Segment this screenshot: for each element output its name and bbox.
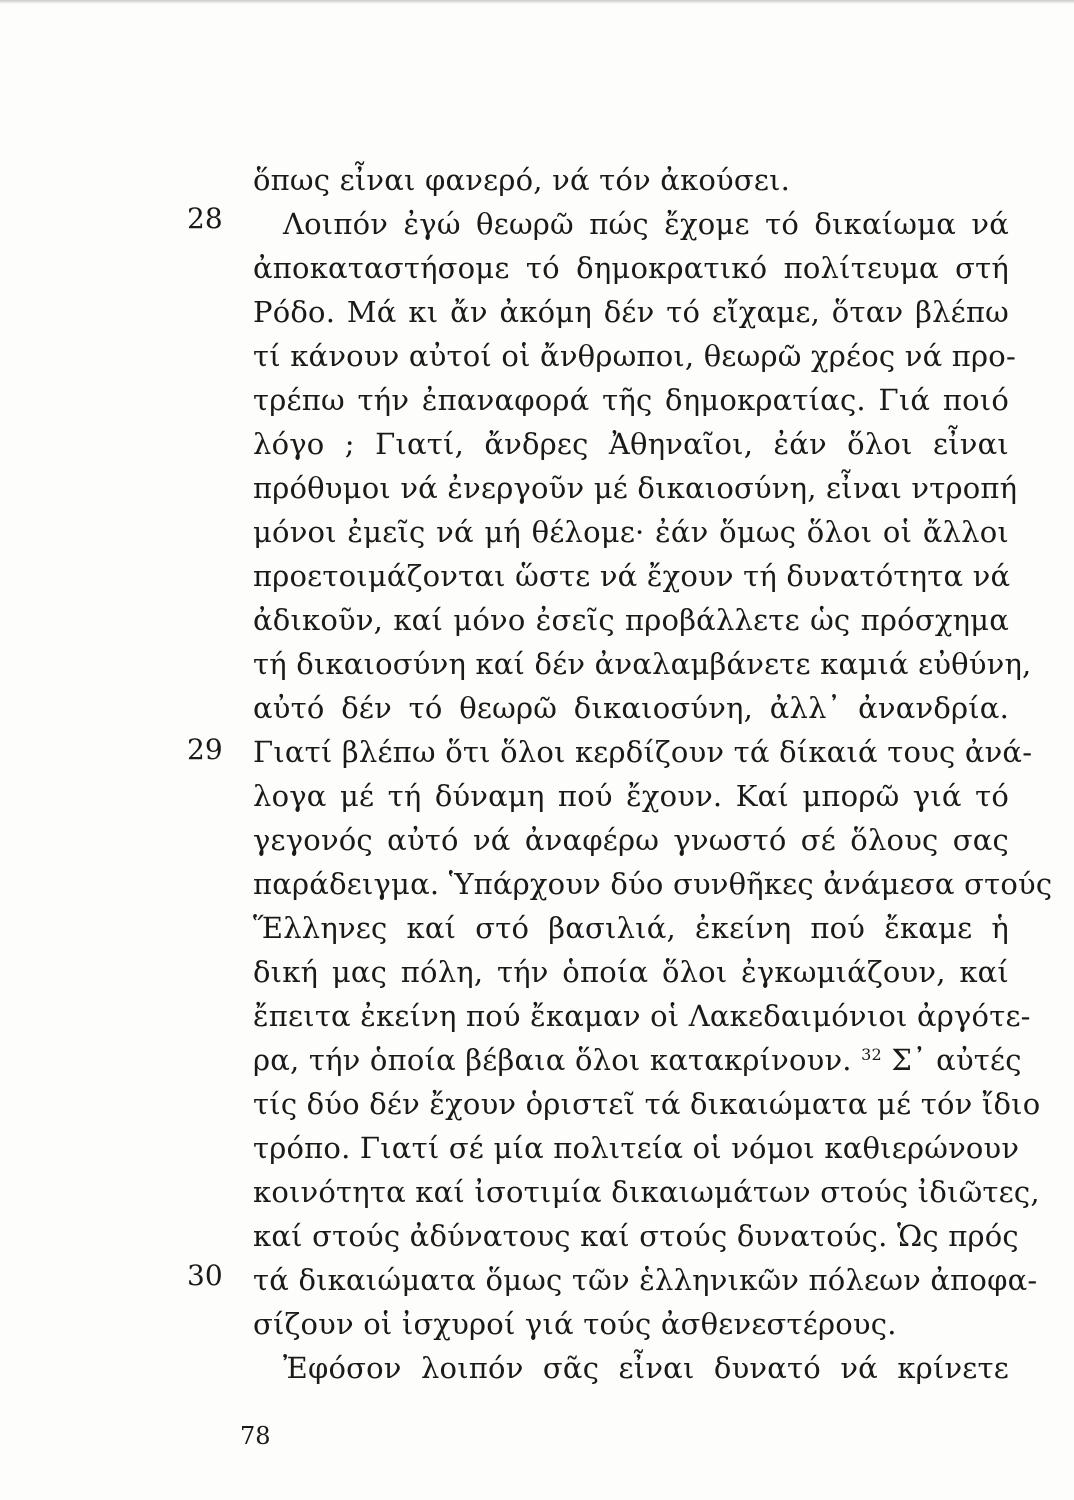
- text-line-13: αὐτό δέν τό θεωρῶ δικαιοσύνη, ἀλλ᾿ ἀνανδρία.: [253, 691, 1009, 725]
- text-line-20: ἔπειτα ἐκείνη πού ἔκαμαν οἱ Λακεδαιμόνιοι ἀργότε-: [253, 999, 1031, 1033]
- footnote-marker: [861, 1043, 882, 1077]
- text-line-5: τί κάνουν αὐτοί οἱ ἄνθρωποι, θεωρῶ χρέος νά προ-: [253, 339, 1016, 373]
- footnote-number: 32: [861, 1045, 882, 1064]
- text-line-21-tail: Σ᾿ αὐτές: [891, 1043, 1022, 1077]
- text-line-23: τρόπο. Γιατί σέ μία πολιτεία οἱ νόμοι καθιερώνουν: [253, 1131, 1020, 1165]
- text-line-21: [253, 1038, 1022, 1082]
- text-line-4: Ρόδο. Μά κι ἄν ἀκόμη δέν τό εἴχαμε, ὅταν βλέπω: [253, 295, 1009, 329]
- text-line-3: ἀποκαταστήσομε τό δημοκρατικό πολίτευμα στή: [253, 251, 1009, 285]
- text-line-1: ὅπως εἶναι φανερό, νά τόν ἀκούσει.: [253, 163, 791, 197]
- text-line-15: λογα μέ τή δύναμη πού ἔχουν. Καί μπορῶ γιά τό: [253, 779, 1009, 813]
- text-line-6: τρέπω τήν ἐπαναφορά τῆς δημοκρατίας. Γιά ποιό: [253, 383, 1009, 417]
- text-line-28: Ἐφόσον λοιπόν σᾶς εἶναι δυνατό νά κρίνετε: [283, 1351, 1009, 1385]
- section-number-29: 29: [187, 733, 223, 766]
- section-number-30: 30: [187, 1259, 223, 1292]
- page-number: 78: [240, 1422, 271, 1450]
- text-line-27: σίζουν οἱ ἰσχυροί γιά τούς ἀσθενεστέρους.: [253, 1307, 897, 1341]
- text-line-8: πρόθυμοι νά ἐνεργοῦν μέ δικαιοσύνη, εἶναι ντροπή: [253, 471, 1018, 505]
- text-line-26: τά δικαιώματα ὅμως τῶν ἑλληνικῶν πόλεων ἀποφα-: [253, 1263, 1038, 1297]
- text-line-16: γεγονός αὐτό νά ἀναφέρω γνωστό σέ ὅλους σας: [253, 823, 1009, 857]
- text-line-21-main: ρα, τήν ὁποία βέβαια ὅλοι κατακρίνουν.: [253, 1043, 852, 1077]
- text-line-25: καί στούς ἀδύνατους καί στούς δυνατούς. Ὡς πρός: [253, 1219, 1019, 1253]
- text-line-10: προετοιμάζονται ὥστε νά ἔχουν τή δυνατότητα νά: [253, 559, 1011, 593]
- text-line-7: λόγο ; Γιατί, ἄνδρες Ἀθηναῖοι, ἐάν ὅλοι εἶναι: [253, 427, 1009, 461]
- text-line-12: τή δικαιοσύνη καί δέν ἀναλαμβάνετε καμιά εὐθύνη,: [253, 647, 1032, 681]
- text-line-2: Λοιπόν ἐγώ θεωρῶ πώς ἔχομε τό δικαίωμα νά: [283, 207, 1009, 241]
- section-number-28: 28: [187, 202, 223, 235]
- text-line-9: μόνοι ἐμεῖς νά μή θέλομε· ἐάν ὅμως ὅλοι οἱ ἄλλοι: [253, 515, 1009, 549]
- text-line-24: κοινότητα καί ἰσοτιμία δικαιωμάτων στούς ἰδιῶτες,: [253, 1175, 1040, 1209]
- text-line-17: παράδειγμα. Ὑπάρχουν δύο συνθῆκες ἀνάμεσα στούς: [253, 867, 1053, 901]
- page-top-edge: [0, 0, 1074, 4]
- text-line-18: Ἕλληνες καί στό βασιλιά, ἐκείνη πού ἔκαμε ἡ: [253, 911, 1009, 945]
- text-line-14: Γιατί βλέπω ὅτι ὅλοι κερδίζουν τά δίκαιά τους ἀνά-: [253, 735, 1033, 769]
- text-line-11: ἀδικοῦν, καί μόνο ἐσεῖς προβάλλετε ὡς πρόσχημα: [253, 603, 1009, 637]
- text-line-22: τίς δύο δέν ἔχουν ὁριστεῖ τά δικαιώματα μέ τόν ἴδιο: [253, 1087, 1041, 1121]
- text-line-19: δική μας πόλη, τήν ὁποία ὅλοι ἐγκωμιάζουν, καί: [253, 955, 1009, 989]
